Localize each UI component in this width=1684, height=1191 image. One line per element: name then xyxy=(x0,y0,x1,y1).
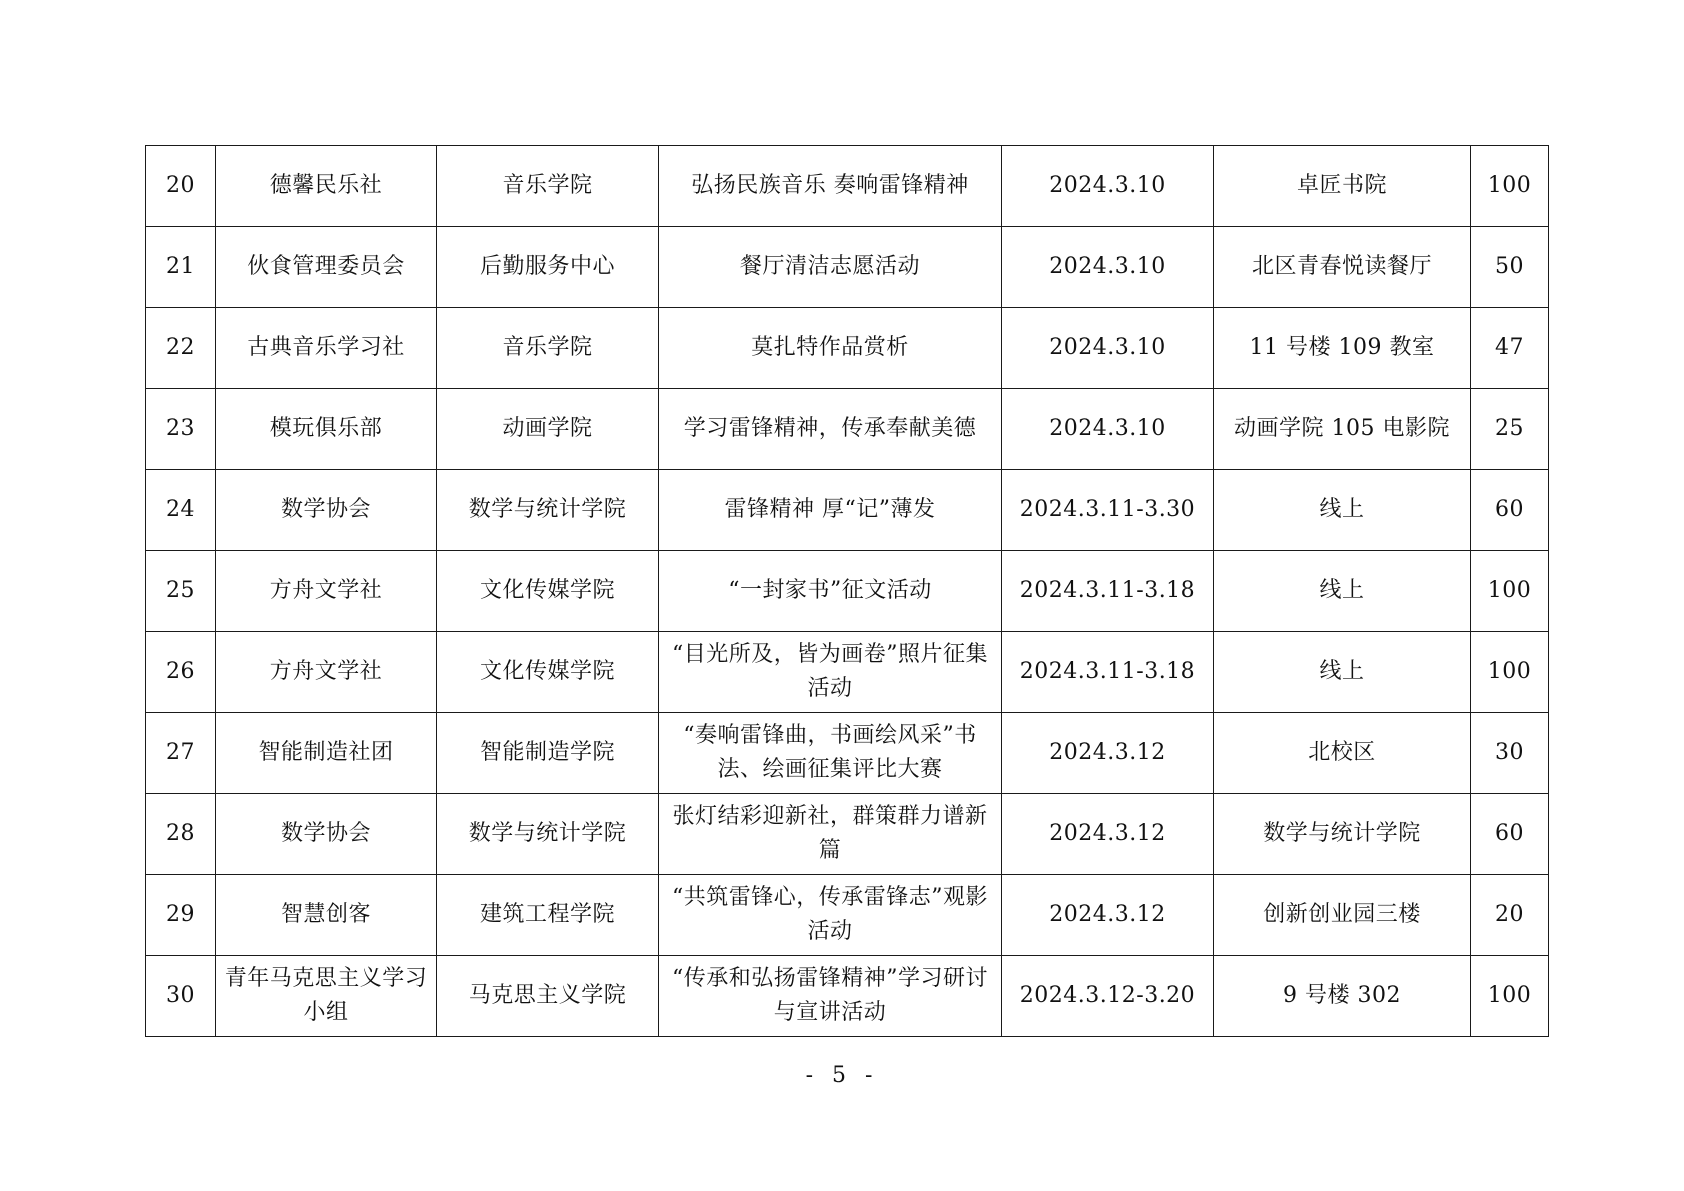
cell-club: 青年马克思主义学习小组 xyxy=(216,956,437,1037)
cell-count: 60 xyxy=(1471,470,1549,551)
cell-college: 文化传媒学院 xyxy=(437,551,659,632)
activity-table-container xyxy=(145,145,1548,1037)
cell-club: 模玩俱乐部 xyxy=(216,389,437,470)
cell-location: 9 号楼 302 xyxy=(1214,956,1471,1037)
cell-activity: 雷锋精神 厚“记”薄发 xyxy=(659,470,1002,551)
cell-club: 智能制造社团 xyxy=(216,713,437,794)
cell-location: 北区青春悦读餐厅 xyxy=(1214,227,1471,308)
cell-activity: 餐厅清洁志愿活动 xyxy=(659,227,1002,308)
cell-count: 100 xyxy=(1471,632,1549,713)
cell-location: 动画学院 105 电影院 xyxy=(1214,389,1471,470)
cell-club: 数学协会 xyxy=(216,470,437,551)
cell-date: 2024.3.12 xyxy=(1002,794,1214,875)
cell-college: 马克思主义学院 xyxy=(437,956,659,1037)
cell-club: 古典音乐学习社 xyxy=(216,308,437,389)
cell-activity: “一封家书”征文活动 xyxy=(659,551,1002,632)
cell-count: 20 xyxy=(1471,875,1549,956)
cell-college: 建筑工程学院 xyxy=(437,875,659,956)
cell-college: 音乐学院 xyxy=(437,146,659,227)
cell-count: 100 xyxy=(1471,956,1549,1037)
cell-college: 动画学院 xyxy=(437,389,659,470)
cell-club: 智慧创客 xyxy=(216,875,437,956)
cell-location: 线上 xyxy=(1214,551,1471,632)
cell-no: 20 xyxy=(146,146,216,227)
cell-count: 60 xyxy=(1471,794,1549,875)
cell-college: 数学与统计学院 xyxy=(437,470,659,551)
table-row xyxy=(146,713,1549,794)
table-row xyxy=(146,308,1549,389)
table-row xyxy=(146,470,1549,551)
cell-club: 方舟文学社 xyxy=(216,551,437,632)
cell-date: 2024.3.11-3.18 xyxy=(1002,551,1214,632)
cell-college: 音乐学院 xyxy=(437,308,659,389)
cell-college: 数学与统计学院 xyxy=(437,794,659,875)
cell-no: 30 xyxy=(146,956,216,1037)
cell-location: 数学与统计学院 xyxy=(1214,794,1471,875)
cell-no: 21 xyxy=(146,227,216,308)
cell-activity: “目光所及，皆为画卷”照片征集活动 xyxy=(659,632,1002,713)
cell-activity: 张灯结彩迎新社，群策群力谱新篇 xyxy=(659,794,1002,875)
table-row xyxy=(146,146,1549,227)
table-row xyxy=(146,794,1549,875)
cell-count: 100 xyxy=(1471,551,1549,632)
cell-no: 27 xyxy=(146,713,216,794)
cell-college: 智能制造学院 xyxy=(437,713,659,794)
table-row xyxy=(146,956,1549,1037)
table-row xyxy=(146,632,1549,713)
cell-activity: “共筑雷锋心，传承雷锋志”观影活动 xyxy=(659,875,1002,956)
cell-activity: “奏响雷锋曲，书画绘风采”书法、绘画征集评比大赛 xyxy=(659,713,1002,794)
cell-location: 创新创业园三楼 xyxy=(1214,875,1471,956)
activity-table xyxy=(145,145,1549,1037)
cell-no: 28 xyxy=(146,794,216,875)
cell-club: 伙食管理委员会 xyxy=(216,227,437,308)
cell-date: 2024.3.12 xyxy=(1002,713,1214,794)
cell-count: 100 xyxy=(1471,146,1549,227)
cell-date: 2024.3.10 xyxy=(1002,308,1214,389)
cell-date: 2024.3.12-3.20 xyxy=(1002,956,1214,1037)
cell-club: 数学协会 xyxy=(216,794,437,875)
cell-club: 德馨民乐社 xyxy=(216,146,437,227)
cell-club: 方舟文学社 xyxy=(216,632,437,713)
table-row xyxy=(146,551,1549,632)
cell-no: 22 xyxy=(146,308,216,389)
cell-activity: 学习雷锋精神，传承奉献美德 xyxy=(659,389,1002,470)
cell-no: 29 xyxy=(146,875,216,956)
cell-count: 30 xyxy=(1471,713,1549,794)
cell-location: 卓匠书院 xyxy=(1214,146,1471,227)
cell-date: 2024.3.11-3.18 xyxy=(1002,632,1214,713)
cell-date: 2024.3.12 xyxy=(1002,875,1214,956)
cell-activity: 弘扬民族音乐 奏响雷锋精神 xyxy=(659,146,1002,227)
cell-no: 25 xyxy=(146,551,216,632)
table-row xyxy=(146,875,1549,956)
cell-location: 北校区 xyxy=(1214,713,1471,794)
cell-location: 线上 xyxy=(1214,632,1471,713)
cell-no: 26 xyxy=(146,632,216,713)
cell-count: 25 xyxy=(1471,389,1549,470)
table-row xyxy=(146,389,1549,470)
cell-location: 线上 xyxy=(1214,470,1471,551)
cell-activity: “传承和弘扬雷锋精神”学习研讨与宣讲活动 xyxy=(659,956,1002,1037)
cell-date: 2024.3.10 xyxy=(1002,227,1214,308)
cell-count: 47 xyxy=(1471,308,1549,389)
cell-college: 后勤服务中心 xyxy=(437,227,659,308)
cell-count: 50 xyxy=(1471,227,1549,308)
cell-date: 2024.3.10 xyxy=(1002,146,1214,227)
cell-activity: 莫扎特作品赏析 xyxy=(659,308,1002,389)
cell-date: 2024.3.10 xyxy=(1002,389,1214,470)
page-number: - 5 - xyxy=(805,1063,879,1088)
cell-no: 24 xyxy=(146,470,216,551)
cell-no: 23 xyxy=(146,389,216,470)
cell-location: 11 号楼 109 教室 xyxy=(1214,308,1471,389)
table-row xyxy=(146,227,1549,308)
cell-date: 2024.3.11-3.30 xyxy=(1002,470,1214,551)
cell-college: 文化传媒学院 xyxy=(437,632,659,713)
